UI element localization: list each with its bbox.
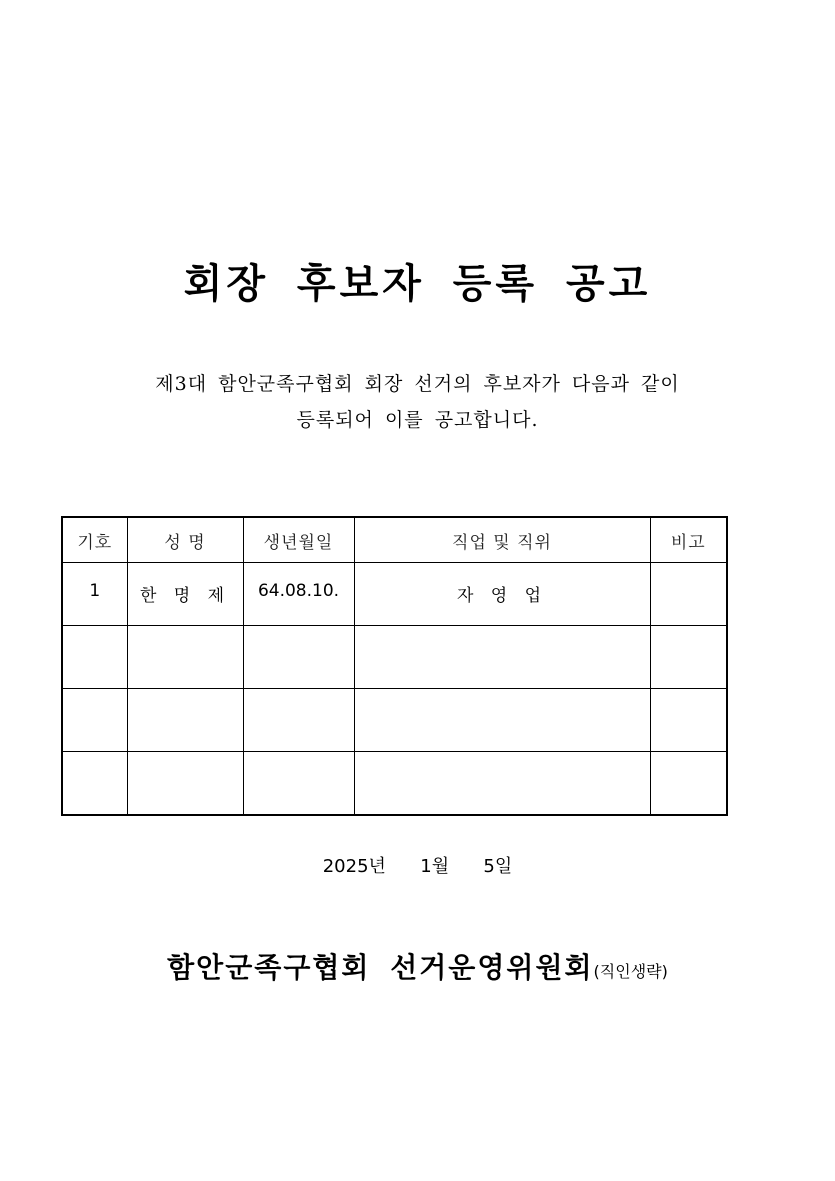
seal-omitted-note: (직인생략) — [593, 962, 668, 981]
header-name: 성 명 — [127, 517, 243, 563]
header-remarks: 비고 — [650, 517, 727, 563]
header-number: 기호 — [62, 517, 127, 563]
cell-birthdate — [243, 689, 354, 752]
table-header-row — [62, 517, 727, 563]
cell-remarks — [650, 689, 727, 752]
cell-number — [62, 689, 127, 752]
cell-birthdate — [243, 626, 354, 689]
cell-number — [62, 626, 127, 689]
issuer — [0, 946, 835, 986]
table-row — [62, 752, 727, 815]
header-birthdate: 생년월일 — [243, 517, 354, 563]
cell-name — [127, 752, 243, 815]
cell-remarks — [650, 752, 727, 815]
header-occupation: 직업 및 직위 — [354, 517, 650, 563]
notice-intro — [0, 366, 835, 438]
cell-name — [127, 689, 243, 752]
cell-occupation — [354, 752, 650, 815]
cell-birthdate: 64.08.10. — [243, 563, 354, 626]
cell-name: 한 명 제 — [127, 563, 243, 626]
cell-name — [127, 626, 243, 689]
cell-occupation — [354, 689, 650, 752]
candidate-table — [61, 516, 728, 816]
issuer-name: 함안군족구협회 선거운영위원회 — [167, 951, 594, 984]
intro-line-2: 등록되어 이를 공고합니다. — [296, 409, 539, 431]
cell-occupation — [354, 626, 650, 689]
cell-occupation: 자 영 업 — [354, 563, 650, 626]
table-row — [62, 563, 727, 626]
table-row — [62, 689, 727, 752]
cell-remarks — [650, 626, 727, 689]
intro-line-1: 제3대 함안군족구협회 회장 선거의 후보자가 다음과 같이 — [155, 373, 680, 395]
cell-remarks — [650, 563, 727, 626]
notice-title: 회장 후보자 등록 공고 — [183, 260, 652, 307]
notice-date: 2025년 1월 5일 — [322, 856, 513, 877]
cell-number: 1 — [62, 563, 127, 626]
cell-birthdate — [243, 752, 354, 815]
table-row — [62, 626, 727, 689]
cell-number — [62, 752, 127, 815]
